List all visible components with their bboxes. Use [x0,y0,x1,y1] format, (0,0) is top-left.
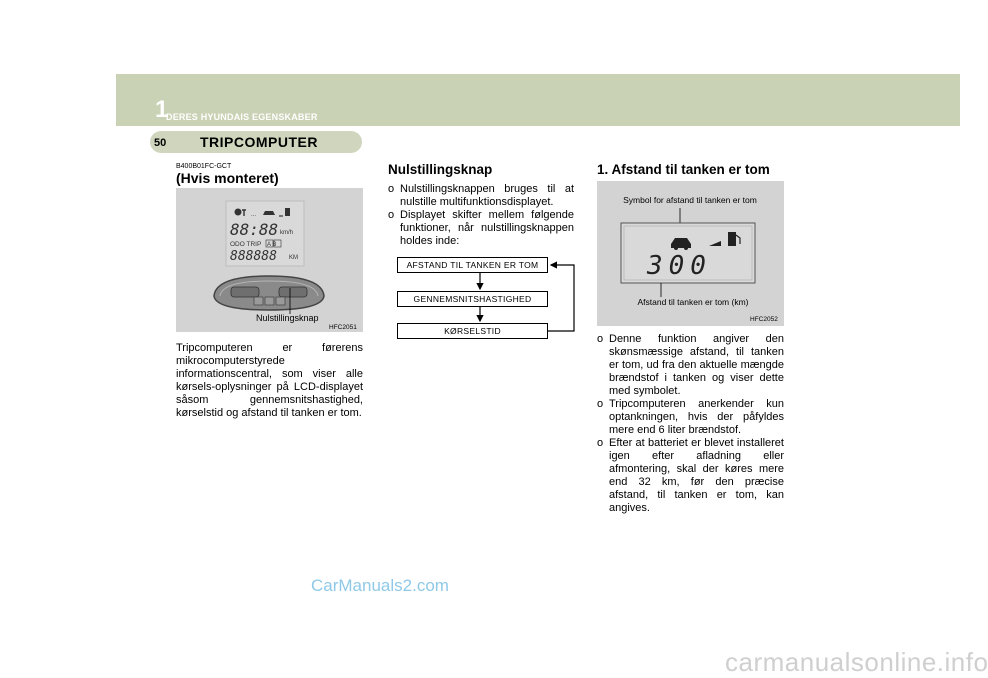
reset-button-callout: Nulstillingsknap [256,313,319,323]
trip-display-figure [176,188,363,332]
fuel-pump-icon [728,232,736,246]
watermark-link[interactable]: CarManuals2.com [311,576,449,595]
figure-code: HFC2052 [750,316,778,323]
arrow-loop-back [548,265,574,331]
speed-unit-label: km/h [280,230,294,236]
list-item: o Denne funktion angiver den skønsmæssige afstand, til tanken er tom, ud fra den aktuelle mængde brændstof i tanken og viser dette med symbolet. [597,333,784,397]
trip-display-illustration [176,188,363,332]
odo-unit-label: KM [289,255,298,261]
left-button [231,287,259,297]
car-icon [671,238,691,248]
distance-bullets [597,333,784,515]
odometer-digits: 888888 [230,249,277,264]
reset-button [265,297,274,305]
chapter-number: 1 [155,96,169,123]
reference-code: B400B01FC-GCT [176,163,232,170]
footer-url-link[interactable]: carmanualsonline.info [725,647,988,677]
distance-display-illustration [597,181,784,326]
chapter-title: DERES HYUNDAIS EGENSKABER [166,112,318,122]
flow-box-distance: AFSTAND TIL TANKEN ER TOM [397,257,548,273]
flow-box-drive-time: KØRSELSTID [397,323,548,339]
section-title: TRIPCOMPUTER [200,134,318,150]
symbol-label: Symbol for afstand til tanken er tom [623,195,757,205]
right-button [279,287,307,297]
distance-digits: 300 [647,251,712,281]
flow-box-average-speed: GENNEMSNITSHASTIGHED [397,291,548,307]
figure-code: HFC2051 [329,324,357,331]
intro-paragraph: Tripcomputeren er førerens mikrocomputerstyrede informationscentral, som viser alle kørsels-oplysninger på LCD-displayet såsom gennemsnitshastighed, kørselstid og afstand til tanken er tom. [176,342,363,419]
list-item: o Efter at batteriet er blevet installeret igen efter afladning eller afmontering, skal der køres mere end 32 km, før den præcise afstand, til tanken er tom, kan angives. [597,437,784,514]
clock-segment-digits: 88:88 [230,220,279,239]
svg-text:...: ... [251,212,257,218]
flow-arrows [380,250,580,350]
reset-heading: Nulstillingsknap [388,162,493,177]
list-item: o Displayet skifter mellem følgende funktioner, når nulstillingsknappen holdes inde: [388,209,574,247]
fuel-pump-icon [285,208,290,216]
distance-label: Afstand til tanken er tom (km) [637,297,749,307]
distance-heading: 1. Afstand til tanken er tom [597,162,770,177]
car-icon [263,211,275,215]
page-number: 50 [154,137,167,149]
list-item: o Nulstillingsknappen bruges til at nulstille multifunktionsdisplayet. [388,183,574,208]
optional-heading: (Hvis monteret) [176,170,279,186]
distance-display-figure [597,181,784,326]
reset-bullets [388,183,574,248]
list-item: o Tripcomputeren anerkender kun optankningen, hvis der påfyldes mere end 6 liter brændstof. [597,398,784,436]
odo-trip-label: ODO TRIP [230,241,262,248]
warning-dot-icon [235,209,242,216]
trip-ab-label: A B [267,242,277,248]
